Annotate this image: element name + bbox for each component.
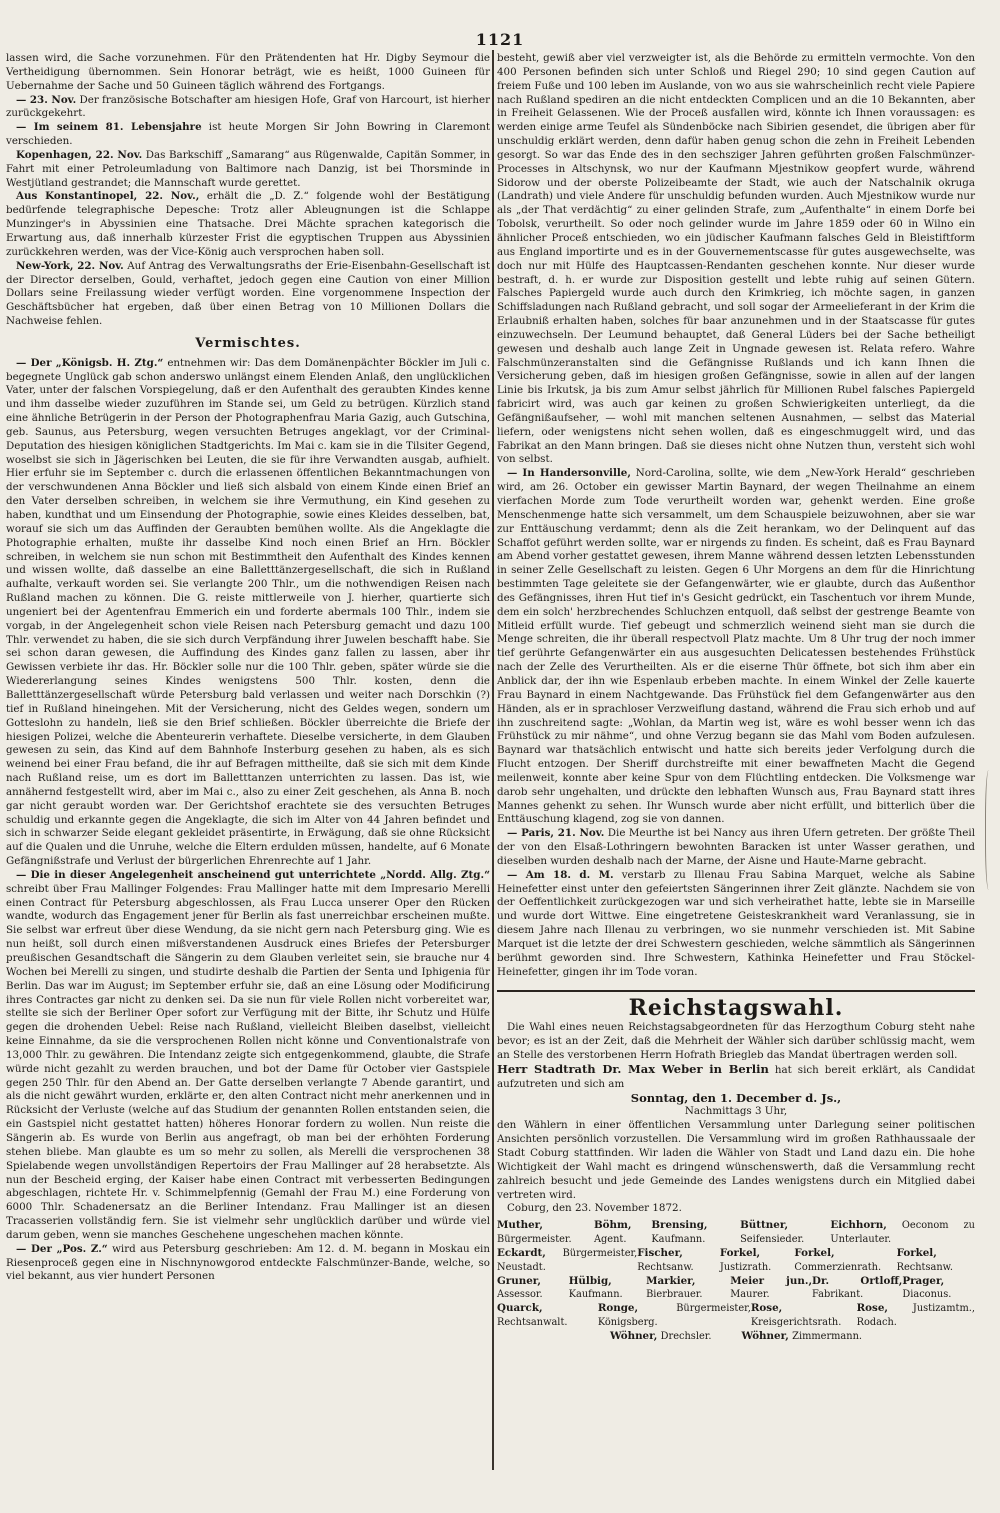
article-paragraph: Kopenhagen, 22. Nov. Das Barkschiff „Samarang“ aus Rügenwalde, Capitän Sommer, in Fahrt mit einer Petroleumladung von Baltimore nach Danzig, ist bei Thorsminde in Westjütland gestrandet; die Mannschaft wurde gerettet. (6, 148, 490, 189)
signatory: Prager, Diaconus. (902, 1274, 952, 1301)
column-divider (492, 50, 494, 1470)
article-paragraph: — Am 18. d. M. verstarb zu Illenau Frau Sabina Marquet, welche als Sabine Heinefetter einst unter den gefeiertsten Sängerinnen ihrer Zeit glänzte. Nachdem sie von der Oeffentlichkeit zurückgezogen war und sich verheirathet hatte, lebte sie in Marseille und wurde dort Wittwe. Eine eingetretene Geisteskrankheit ward Veranlassung, sie in diesem Jahre nach Illenau zu verbringen, wo sie nunmehr verschieden ist. Mit Sabine Marquet ist die letzte der drei Schwestern geschieden, welche sämmtlich als Sängerinnen berühmt geworden sind. Ihre Schwestern, Kathinka Heinefetter und Frau Stöckel-Heinefetter, gingen ihr im Tode voran. (497, 868, 975, 978)
signatory: Ronge, Bürgermeister, Königsberg. (597, 1302, 751, 1329)
signatory-row (497, 1247, 975, 1275)
signatory: Dr. Ortloff, Fabrikant. (812, 1274, 903, 1301)
margin-pencil-mark (985, 770, 994, 890)
signatory: Wöhner, Drechsler. (609, 1329, 712, 1342)
signatory: Forkel, Rechtsanw. (896, 1246, 954, 1273)
signatory: Büttner, Seifensieder. (740, 1219, 805, 1246)
article-paragraph: — Paris, 21. Nov. Die Meurthe ist bei Nancy aus ihren Ufern getreten. Der größte Theil der von den Elsaß-Lothringern bewohnten Baracken ist unter Wasser gerathen, und dieselben wurden deshalb nach der Marne, der Aisne und Haute-Marne gebracht. (497, 827, 975, 867)
article-paragraph: — Der „Königsb. H. Ztg.“ entnehmen wir: Das dem Domänenpächter Böckler im Juli c. begegnete Unglück gab schon anderswo unlängst einem Elenden Anlaß, den unglücklichen Vater, unter der falschen Vorspiegelung, daß er den Aufenthalt des geraubten Kindes kenne und ihm dasselbe wieder zuzuführen im Stande sei, um Geld zu betrügen. Kürzlich stand eine ähnliche Betrügerin in der Person der Photographenfrau Maria Gazig, auch Gutschina, geb. Saunus, aus Petersburg, wegen versuchten Betruges angeklagt, vor der Criminal-Deputation des hiesigen königlichen Stadtgerichts. Im Mai c. kam sie in die Tilsiter Gegend, woselbst sie sich in Jägerischken bei Leuten, die sie für ihre Verwandten ausgab, aufhielt. Hier erfuhr sie im September c. durch die erlassenen öffentlichen Bekanntmachungen von der verschwundenen Anna Böckler und ließ sich alsbald von einem Kinde einen Brief an den Vater derselben schreiben, in welchem sie ihre Vermuthung, ein Kind gesehen zu haben, kundthat und um Einsendung der Photographie, sowie eines Kleides desselben, bat, worauf sie sich um das Auffinden der Geraubten bemühen wollte. Als die Angeklagte die Photographie erhalten, mußte ihr dasselbe Kind noch einen Brief an Hrn. Böckler schreiben, in welchem sie nun schon mit Bestimmtheit den Aufenthalt des Kindes kennen und wissen wollte, daß dasselbe an eine Balletttänzergesellschaft, die sich in Rußland aufhalte, verkauft worden sei. Sie verlangte 200 Thlr., um die nothwendigen Reisen nach Rußland machen zu können. Die G. reiste mittlerweile von J. hierher, quartierte sich ungeniert bei der Agentenfrau Emmerich ein und forderte abermals 100 Thlr., indem sie vorgab, in der Angelegenheit schon viele Reisen nach Petersburg gemacht und dazu 100 Thlr. verwendet zu haben, die sie sich durch Verpfändung ihrer Juwelen beschafft habe. Sie sei schon daran gewesen, die Auffindung des Kindes ganz fallen zu lassen, aber ihr Gewissen verbiete ihr das. Hr. Böckler solle nur die 100 Thlr. geben, später würde sie die Wiedererlangung seines Kindes wenigstens 500 Thlr. kosten, denn die Balletttänzergesellschaft würde Petersburg bald verlassen und weiter nach Dorschkin (?) tief in Rußland hineingehen. Mit der Versicherung, nicht des Geldes wegen, sondern um Gotteslohn zu handeln, ließ sie den Brief schließen. Böckler überreichte die Briefe der hiesigen Polizei, welche die Abenteurerin verhaftete. Dieselbe versicherte, in dem Glauben gewesen zu sein, das Kind auf dem Bahnhofe Insterburg gesehen zu haben, als es sich weinend bei einer Frau befand, die ihr auf Befragen mittheilte, daß sie sich mit dem Kinde nach Rußland reise, um es dort im Balletttanzen unterrichten zu lassen. Das ist, wie annähernd festgestellt wird, aber im Mai c., also zu einer Zeit geschehen, als Anna B. noch gar nicht geraubt worden war. Der Gerichtshof erachtete sie des versuchten Betruges schuldig und erkannte gegen die Angeklagte, die sich im Alter von 44 Jahren befindet und sich in schwarzer Seide elegant gekleidet präsentirte, in Erwägung, daß sie ohne Rücksicht auf die Qualen und die Unruhe, welche die Eltern erdulden müssen, handelte, auf 6 Monate Gefängnißstrafe und Verlust der bürgerlichen Ehrenrechte auf 1 Jahr. (6, 356, 490, 868)
advertisement-text: Die Wahl eines neuen Reichstagsabgeordneten für das Herzogthum Coburg steht nahe bevor; es ist an der Zeit, daß die Mehrheit der Wähler sich darüber schlüssig macht, wem an Stelle des verstorbenen Herrn Hofrath Briegleb das Mandat übertragen werden soll. (497, 1021, 975, 1062)
signatory: Eichhorn, Oeconom zu Unterlauter. (830, 1219, 975, 1246)
left-column (6, 52, 490, 1284)
right-column (497, 52, 975, 1344)
advertisement-text: den Wählern in einer öffentlichen Versammlung unter Darlegung seiner politischen Ansichten persönlich vorzustellen. Die Versammlung wird im großen Rathhaussaale der Stadt Coburg stattfinden. Wir laden die Wähler von Stadt und Land dazu ein. Die hohe Wichtigkeit der Wahl macht es dringend wünschenswerth, daß die Versammlung recht zahlreich besucht und jede Gemeinde des Landes wenigstens durch ein Mitglied dabei vertreten wird. (497, 1119, 975, 1201)
signatory: Markier, Bierbrauer. (646, 1274, 703, 1301)
signatory: Forkel, Justizrath. (719, 1246, 772, 1273)
signatory: Meier jun., Maurer. (730, 1274, 813, 1301)
signatory: Quarck, Rechtsanwalt. (497, 1302, 568, 1329)
article-paragraph: — Die in dieser Angelegenheit anscheinend gut unterrichtete „Nordd. Allg. Ztg.“ schreibt über Frau Mallinger Folgendes: Frau Mallinger hatte mit dem Impresario Merelli einen Contract für Petersburg abgeschlossen, als Frau Lucca unserer Oper den Rücken wandte, wodurch das Engagement jener für Berlin als fast unerreichbar erscheinen mußte. Sie selbst war erfreut über diese Wendung, da sie nicht gern nach Petersburg ging. Wie es nun heißt, soll durch einen mißverstandenen Ausdruck eines Briefes der Petersburger preußischen Gesandtschaft die Sängerin zu dem Glauben verleitet sein, sie brauche nur 4 Wochen bei Merelli zu singen, und studirte deshalb die Partien der Senta und Iphigenia für Berlin. Das war im August; im September erfuhr sie, daß an eine Lösung oder Modificirung ihres Contractes gar nicht zu denken sei. Da sie nun für viele Rollen nicht vorbereitet war, stellte sie sich der Berliner Oper sofort zur Verfügung mit der Bitte, ihr Schutz und Hülfe gegen die drohenden Uebel: Reise nach Rußland, vielleicht Bleiben daselbst, vielleicht keine Einnahme, da sie die versprochenen Rollen nicht könne und Conventionalstrafe von 13,000 Thlr. zu gewähren. Die Intendanz zeigte sich entgegenkommend, glaubte, die Strafe würde nicht gezahlt zu werden brauchen, und bot der Dame für October vier Gastspiele gegen 250 Thlr. für den Abend an. Der Gatte derselben verlangte 7 Abende garantirt, und als die nicht gewährt wurden, erklärte er, den alten Contract nicht mehr anerkennen und in Rücksicht der Verluste (welche auf das Studium der genannten Rollen entstanden seien, die ein Gastspiel nicht gestattet hatten) höheres Honorar fordern zu wollen. Nun reiste die Sängerin ab. Es wurde von Berlin aus angefragt, ob man bei der erhöhten Forderung stehen bliebe. Man glaubte es um so mehr zu sollen, als Merelli die versprochenen 38 Spielabende wegen unvollständigen Repertoirs der Frau Mallinger auf 28 herabsetzte. Als nun der Bescheid erging, der Kaiser habe einen Contract mit verbesserten Bedingungen abgeschlagen, richtete Hr. v. Schimmelpfennig (Gemahl der Frau M.) eine Forderung von 6000 Thlr. Schadenersatz an die Berliner Intendanz. Frau Mallinger ist an diesen Tracasserien vollständig fern. Sie ist vielmehr sehr unglücklich darüber und würde viel darum geben, wenn sie manches Geschehene ungeschehen machen könnte. (6, 868, 490, 1241)
signatory-row (497, 1275, 975, 1303)
advertisement-time: Nachmittags 3 Uhr, (684, 1105, 788, 1118)
signatory: Böhm, Agent. (593, 1219, 632, 1246)
advertisement-candidate: Herr Stadtrath Dr. Max Weber in Berlin hat sich bereit erklärt, als Candidat aufzutreten und sich am (497, 1061, 975, 1090)
signatory-row (497, 1219, 975, 1247)
advertisement-title: Reichstagswahl. (628, 994, 844, 1021)
article-paragraph: New-York, 22. Nov. Auf Antrag des Verwaltungsraths der Erie-Eisenbahn-Gesellschaft ist der Director derselben, Gould, verhaftet, jedoch gegen eine Caution von einer Million Dollars seine Freilassung wieder verfügt worden. Eine vorgenommene Inspection der Geschäftsbücher hat ergeben, daß über einen Betrag von 10 Millionen Dollars die Nachweise fehlen. (6, 259, 490, 328)
article-paragraph: — Der „Pos. Z.“ wird aus Petersburg geschrieben: Am 12. d. M. begann in Moskau ein Riesenproceß gegen eine in Nischnynowgorod entdeckte Falschmünzer-Bande, welche, so viel bekannt, aus vier hundert Personen (6, 1242, 490, 1283)
signatory: Muther, Bürgermeister. (497, 1219, 572, 1246)
signatory: Hülbig, Kaufmann. (568, 1274, 623, 1301)
article-paragraph: lassen wird, die Sache vorzunehmen. Für den Prätendenten hat Hr. Digby Seymour die Vertheidigung übernommen. Sein Honorar beträgt, wie es heißt, 1000 Guineen für Uebernahme der Sache und 50 Guineen täglich während des Fortgangs. (6, 52, 490, 92)
article-paragraph: — Im seinem 81. Lebensjahre ist heute Morgen Sir John Bowring in Claremont verschieden. (6, 121, 490, 148)
section-title: Vermischtes. (195, 335, 301, 351)
signatory: Forkel, Commerzienrath. (794, 1246, 882, 1273)
signatories (497, 1219, 975, 1344)
advertisement-place-date: Coburg, den 23. November 1872. (507, 1202, 682, 1215)
article-paragraph: besteht, gewiß aber viel verzweigter ist, als die Behörde zu ermitteln vermochte. Von den 400 Personen befinden sich unter Schloß und Riegel 290; 10 sind gegen Caution auf freiem Fuße und 100 leben im Auslande, von wo aus sie wahrscheinlich recht viele Papiere nach Rußland spediren an die nicht entdeckten Complicen und an die 10 Bekannten, aber in Freiheit Gelassenen. Wie der Proceß ausfallen wird, könnte ich Ihnen voraussagen: es werden einige arme Teufel als Sündenböcke nach Sibirien gesendet, die übrigen aber für unschuldig erklärt werden, denn dafür haben genug schon die zehn in Freiheit Lebenden gesorgt. So war das Ende des in den sechsziger Jahren geführten großen Falschmünzer-Processes in Altschynsk, wo nur der Kaufmann Mjestnikow geopfert wurde, während Sidorow und der oberste Polizeibeamte der Stadt, wie auch der Natschalnik okruga (Landrath) und viele Andere für unschuldig befunden wurden. Auch Mjestnikow wurde nur als „der That verdächtig“ zu einer gelinden Strafe, zum „Aufenthalte“ in einem Dorfe bei Tobolsk, verurtheilt. So oder noch gelinder wurde im Jahre 1859 oder 60 in Wilno ein ähnlicher Proceß entschieden, wo ein jüdischer Kaufmann falsches Geld in Bleistiftform aus England importirte und es in der Gouvernementscasse für gutes ausgewechselte, was doch nur mit Hülfe des Hauptcassen-Rendanten geschehen konnte. Nur dieser wurde bestraft, d. h. er wurde zur Disposition gestellt und lebte ruhig auf seinen Gütern. Falsches Papiergeld wurde auch durch den Krimkrieg, ich möchte sagen, in ganzen Schiffsladungen nach Rußland gebracht, und soll sogar der Armeelieferant in der Krim die Erlaubniß erhalten haben, solches für baar anzunehmen und in der Staatscasse für gutes einzuwechseln. Der Leumund behauptet, daß General Lüders bei der Sache betheiligt gewesen und deshalb auch lange Zeit in Ungnade gewesen ist. Relata refero. Wahre Falschmünzeranstalten sind die Gefängnisse Rußlands und ich kann Ihnen die Versicherung geben, daß im hiesigen großen Gefängnisse, sowie in allen auf der langen Linie bis Irkutsk, ja bis zum Amur selbst jährlich für Millionen Rubel falsches Papiergeld fabricirt wird, was auch gar keinen zu großen Schwierigkeiten unterliegt, da die Gefängnißaufseher, — wohl mit manchen seltenen Ausnahmen, — selbst das Material liefern, oder wenigstens nicht sehen wollen, daß es eingeschmuggelt wird, und das Fabrikat an den Mann bringen. Daß sie dieses nicht ohne Nutzen thun, versteht sich wohl von selbst. (497, 52, 975, 466)
signatory-row (497, 1330, 975, 1344)
article-paragraph: — 23. Nov. Der französische Botschafter am hiesigen Hofe, Graf von Harcourt, ist hierher zurückgekehrt. (6, 93, 490, 120)
signatory: Wöhner, Zimmermann. (741, 1329, 863, 1342)
page-number: 1121 (475, 30, 525, 49)
election-advertisement (497, 990, 975, 1344)
advertisement-date: Sonntag, den 1. December d. Js., (630, 1090, 842, 1105)
signatory-row (497, 1302, 975, 1330)
signatory: Rose, Justizamtm., Rodach. (856, 1302, 975, 1329)
article-paragraph: — In Handersonville, Nord-Carolina, sollte, wie dem „New-York Herald“ geschrieben wird, am 26. October ein gewisser Martin Baynard, der wegen Theilnahme an einem vierfachen Morde zum Tode verurtheilt worden war, gehenkt werden. Eine große Menschenmenge hatte sich versammelt, um dem Schauspiele beizuwohnen, aber sie war zur Enttäuschung verdammt; denn als die Zeit herankam, wo der Delinquent auf das Schaffot geführt werden sollte, war er nirgends zu finden. Es scheint, daß es Frau Baynard am Abend vorher gestattet gewesen, ihrem Manne während dessen letzten Lebensstunden in seiner Zelle Gesellschaft zu leisten. Gegen 6 Uhr Morgens an dem für die Hinrichtung bestimmten Tage geleitete sie der Gefangenwärter, wie er glaubte, durch das Außenthor des Gefängnisses, ihren Hut tief in's Gesicht gedrückt, ein Taschentuch vor ihrem Munde, dem ein solch' herzbrechendes Schluchzen entquoll, daß selbst der gestrenge Beamte von Mitleid erfüllt wurde. Tief gebeugt und schmerzlich weinend sieht man sie durch die Menge schreiten, die ihr überall respectvoll Platz machte. Um 8 Uhr trug der noch immer tief gerührte Gefangenwärter ein aus ausgesuchten Delicatessen bestehendes Frühstück nach der Zelle des Verurtheilten. Als er die eiserne Thür öffnete, bot sich ihm aber ein Anblick dar, der ihn wie Espenlaub erbeben machte. In einem Winkel der Zelle kauerte Frau Baynard in einem Nachtgewande. Das Frühstück fiel dem Gefangenwärter aus den Händen, als er in sprachloser Verzweiflung dastand, während die Frau sich erhob und auf ihn zuschreitend sagte: „Wohlan, da Martin weg ist, wäre es wohl besser wenn ich das Frühstück zu mir nähme“, und ohne Verzug begann sie das Mahl vom Boden aufzulesen. Baynard war thatsächlich entwischt und hatte sich bereits jeder Verfolgung durch die Flucht entzogen. Der Sheriff durchstreifte mit einer bewaffneten Macht die Gegend meilenweit, konnte aber keine Spur von dem Flüchtling entdecken. Die Volksmenge war darob sehr ungehalten, und drückte den lebhaften Wunsch aus, Frau Baynard statt ihres Mannes gehenkt zu sehen. Ihr Wunsch wurde aber nicht erfüllt, und bitterlich über die Enttäuschung klagend, zog sie von dannen. (497, 467, 975, 826)
signatory: Eckardt, Bürgermeister, Neustadt. (497, 1246, 638, 1273)
signatory: Rose, Kreisgerichtsrath. (750, 1302, 842, 1329)
signatory: Brensing, Kaufmann. (651, 1219, 708, 1246)
article-paragraph: Aus Konstantinopel, 22. Nov., erhält die „D. Z.“ folgende wohl der Bestätigung bedürfende telegraphische Depesche: Trotz aller Ableugnungen ist die Schlappe Munzinger's in Abyssinien eine Thatsache. Drei Mächte sprachen kategorisch die Erwartung aus, daß innerhalb kürzester Frist die egyptischen Truppen aus Abyssinien zurückkehren werden, was der Vice-König auch versprochen haben soll. (6, 190, 490, 258)
signatory: Fischer, Rechtsanw. (637, 1246, 694, 1273)
signatory: Gruner, Assessor. (497, 1274, 543, 1301)
